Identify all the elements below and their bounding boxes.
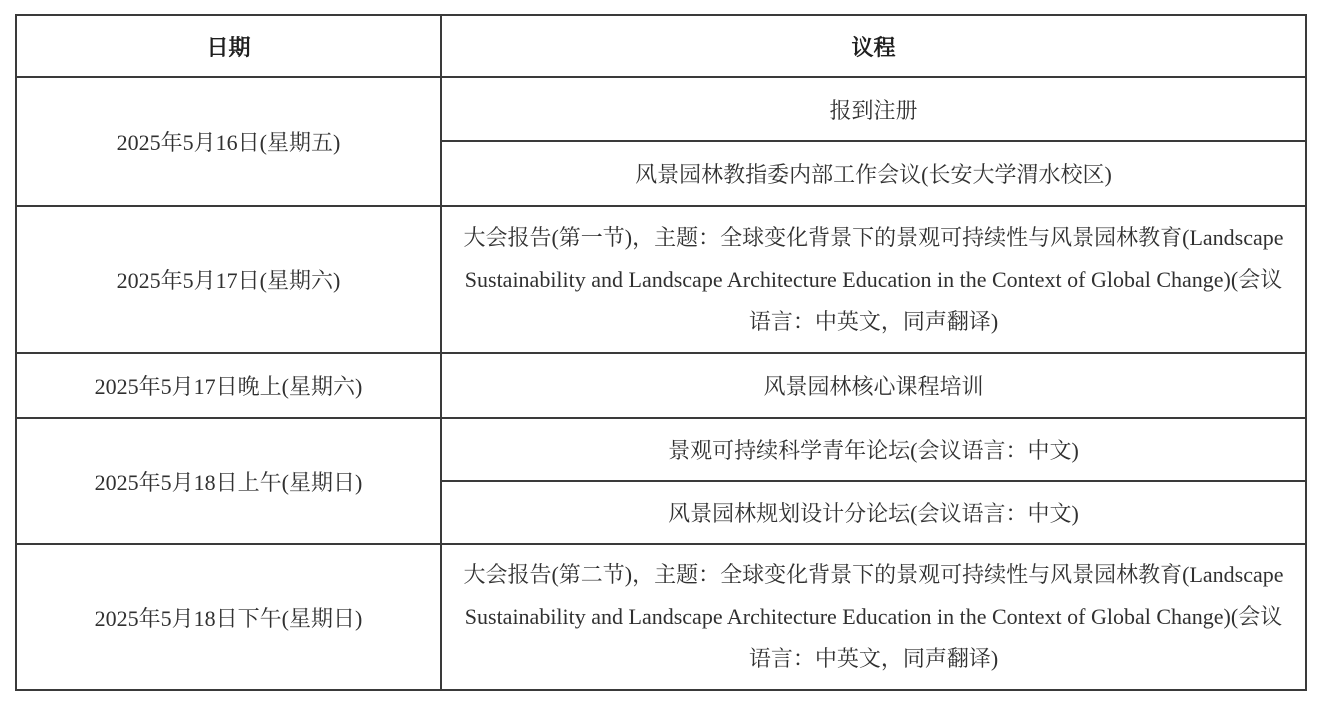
table-row bbox=[16, 77, 1306, 141]
date-cell: 2025年5月18日下午(星期日) bbox=[16, 544, 441, 690]
conference-schedule-table bbox=[15, 14, 1307, 691]
date-cell: 2025年5月18日上午(星期日) bbox=[16, 418, 441, 544]
table-row bbox=[16, 206, 1306, 353]
agenda-cell: 风景园林教指委内部工作会议(长安大学渭水校区) bbox=[441, 141, 1306, 206]
agenda-cell: 风景园林核心课程培训 bbox=[441, 353, 1306, 418]
table-row bbox=[16, 418, 1306, 481]
date-cell: 2025年5月16日(星期五) bbox=[16, 77, 441, 206]
agenda-cell: 大会报告(第二节)，主题：全球变化背景下的景观可持续性与风景园林教育(Landscape Sustainability and Landscape Architecture Education in the Context of Global Change)(会议语言：中英文，同声翻译) bbox=[441, 544, 1306, 690]
column-header-agenda: 议程 bbox=[441, 15, 1306, 77]
column-header-date: 日期 bbox=[16, 15, 441, 77]
table-row bbox=[16, 353, 1306, 418]
date-cell: 2025年5月17日晚上(星期六) bbox=[16, 353, 441, 418]
agenda-cell: 报到注册 bbox=[441, 77, 1306, 141]
agenda-cell: 景观可持续科学青年论坛(会议语言：中文) bbox=[441, 418, 1306, 481]
table-header-row bbox=[16, 15, 1306, 77]
agenda-cell: 风景园林规划设计分论坛(会议语言：中文) bbox=[441, 481, 1306, 544]
table-row bbox=[16, 544, 1306, 690]
date-cell: 2025年5月17日(星期六) bbox=[16, 206, 441, 353]
agenda-cell: 大会报告(第一节)，主题：全球变化背景下的景观可持续性与风景园林教育(Landscape Sustainability and Landscape Architecture Education in the Context of Global Change)(会议语言：中英文，同声翻译) bbox=[441, 206, 1306, 353]
